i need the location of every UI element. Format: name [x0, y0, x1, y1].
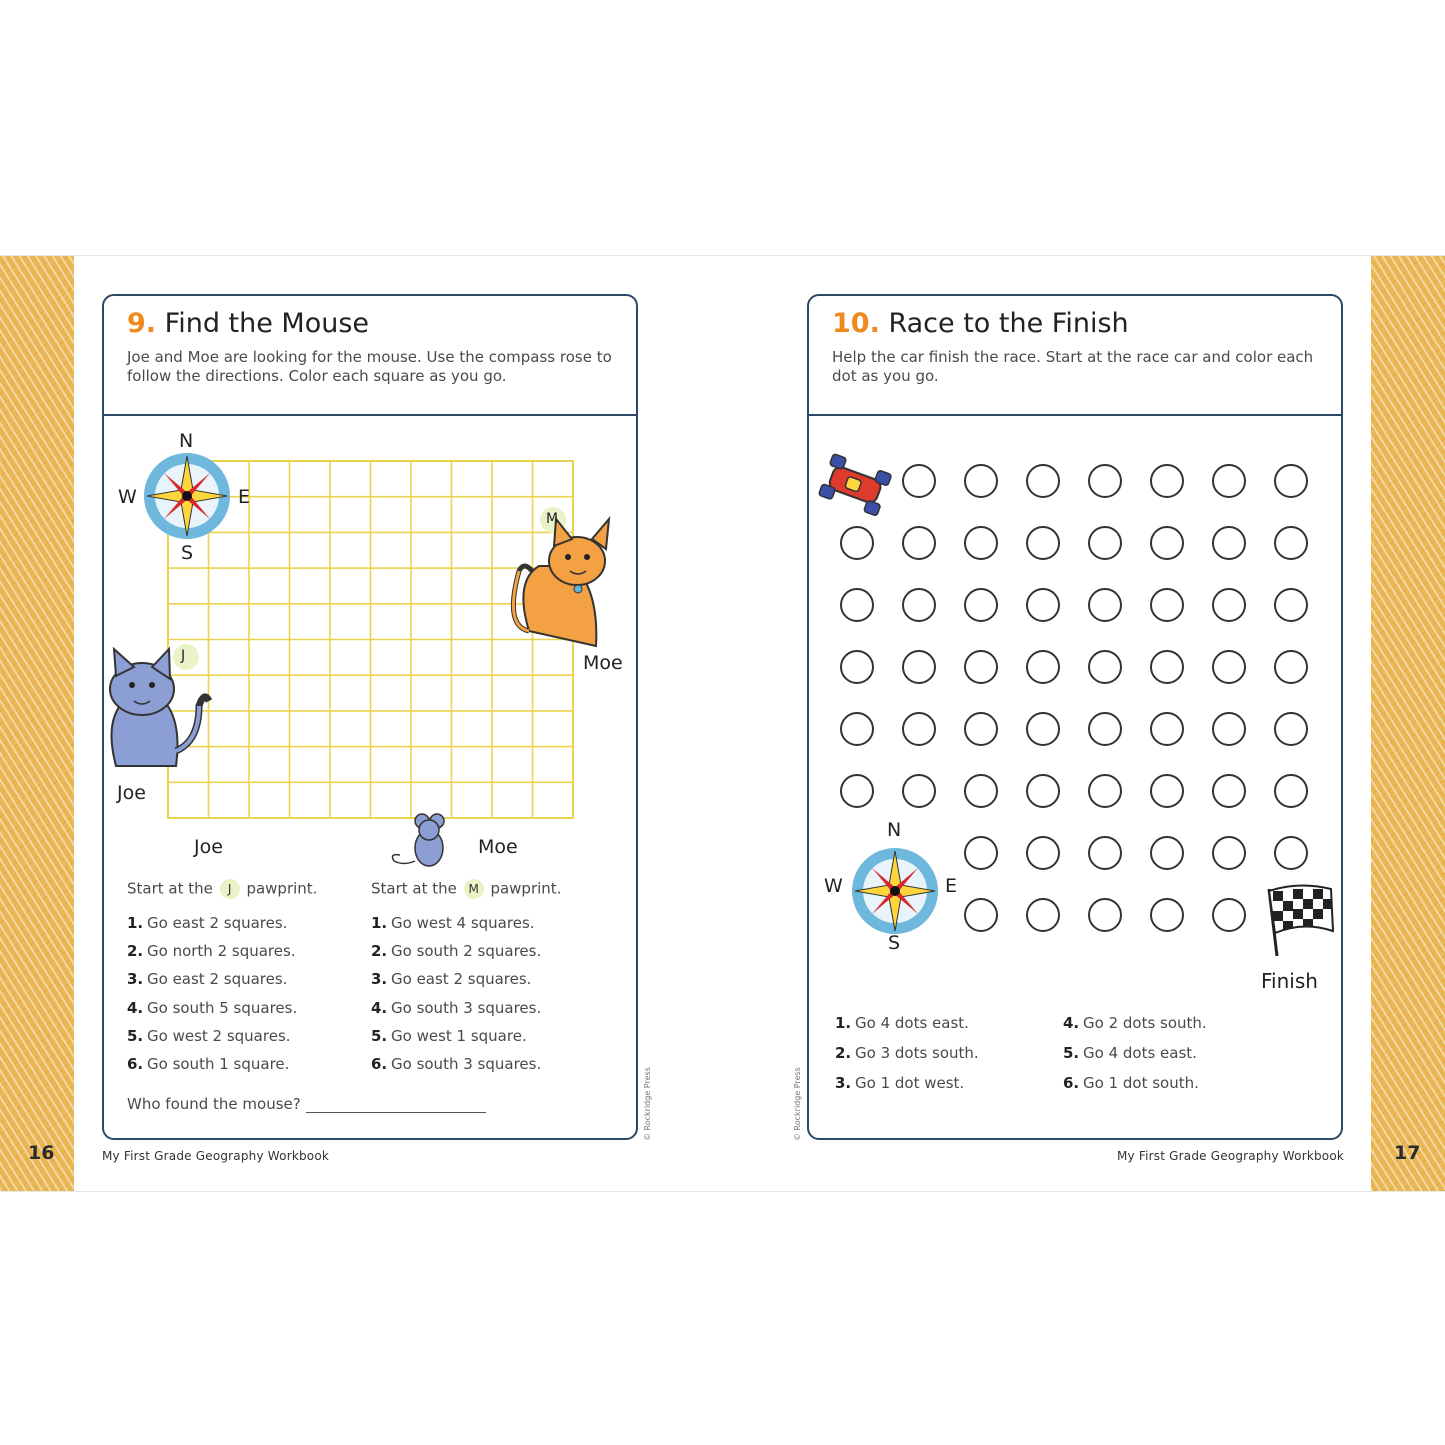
answer-blank[interactable]: [306, 1098, 486, 1113]
race-dot[interactable]: [1150, 712, 1184, 746]
moe-step: 4. Go south 3 squares.: [371, 999, 542, 1017]
joe-step: 6. Go south 1 square.: [127, 1055, 290, 1073]
race-dot[interactable]: [964, 836, 998, 870]
race-dot[interactable]: [1212, 650, 1246, 684]
activity-description: Joe and Moe are looking for the mouse. Use the compass rose to follow the directions. Color each square as you go.: [127, 348, 612, 385]
race-dot[interactable]: [1026, 898, 1060, 932]
race-dot[interactable]: [1212, 774, 1246, 808]
joe-start-before: Start at the: [127, 879, 213, 898]
compass-label-e: E: [945, 875, 958, 897]
moe-step: 3. Go east 2 squares.: [371, 970, 532, 988]
card-header: [104, 296, 636, 416]
activity-card-find-the-mouse: [102, 294, 638, 1140]
race-step: 6. Go 1 dot south.: [1063, 1074, 1199, 1092]
activity-description: Help the car finish the race. Start at the race car and color each dot as you go.: [832, 348, 1314, 385]
race-dot[interactable]: [1274, 712, 1308, 746]
race-dot[interactable]: [1150, 588, 1184, 622]
activity-title-text: Race to the Finish: [888, 308, 1129, 339]
pawprint-m-label: M: [546, 511, 559, 527]
moe-start-before: Start at the: [371, 879, 457, 898]
race-dot[interactable]: [1212, 526, 1246, 560]
left-decorative-stripe: [0, 256, 74, 1191]
race-dot[interactable]: [1212, 464, 1246, 498]
race-dot[interactable]: [964, 464, 998, 498]
race-dot[interactable]: [1274, 650, 1308, 684]
race-dot[interactable]: [1150, 774, 1184, 808]
race-dot[interactable]: [1088, 650, 1122, 684]
credit-left: © Rockridge Press: [643, 1067, 652, 1141]
moe-step: 2. Go south 2 squares.: [371, 942, 542, 960]
joe-start-after: pawprint.: [246, 879, 318, 898]
race-step: 3. Go 1 dot west.: [835, 1074, 965, 1092]
page-number-left: 16: [28, 1142, 55, 1164]
orange-cat-moe-illustration: [513, 519, 609, 646]
race-dot[interactable]: [1150, 650, 1184, 684]
race-dot[interactable]: [964, 526, 998, 560]
compass-label-s: S: [888, 932, 901, 954]
cat-moe-label: Moe: [583, 652, 623, 674]
footer-left: My First Grade Geography Workbook: [102, 1149, 330, 1163]
book-spread: [0, 255, 1445, 1192]
race-dot[interactable]: [840, 588, 874, 622]
square-grid: [168, 461, 573, 818]
race-dot[interactable]: [964, 650, 998, 684]
activity-number: 9.: [127, 308, 157, 339]
pawprint-m-icon: M: [464, 879, 484, 899]
footer-right: My First Grade Geography Workbook: [1117, 1149, 1345, 1163]
race-step: 2. Go 3 dots south.: [835, 1044, 979, 1062]
race-dot[interactable]: [1088, 774, 1122, 808]
race-dot[interactable]: [1088, 526, 1122, 560]
checkered-flag-icon: [1259, 881, 1339, 961]
race-dot[interactable]: [1026, 650, 1060, 684]
moe-start-after: pawprint.: [490, 879, 562, 898]
race-dot[interactable]: [840, 774, 874, 808]
race-car-icon: [815, 453, 895, 523]
compass-rose-icon: [144, 453, 230, 539]
race-dot[interactable]: [840, 526, 874, 560]
compass-rose-icon: [845, 841, 945, 941]
joe-start-line: [127, 879, 317, 899]
race-dot[interactable]: [902, 712, 936, 746]
race-dot[interactable]: [1088, 898, 1122, 932]
joe-step: 2. Go north 2 squares.: [127, 942, 296, 960]
race-dot[interactable]: [964, 588, 998, 622]
race-dot[interactable]: [1088, 836, 1122, 870]
joe-step: 5. Go west 2 squares.: [127, 1027, 291, 1045]
cat-joe-label: Joe: [117, 782, 146, 804]
race-dot[interactable]: [840, 650, 874, 684]
race-dot[interactable]: [1026, 836, 1060, 870]
activity-title: [127, 308, 369, 339]
moe-step: 5. Go west 1 square.: [371, 1027, 527, 1045]
race-dot[interactable]: [840, 712, 874, 746]
race-dot[interactable]: [1274, 774, 1308, 808]
activity-number: 10.: [832, 308, 880, 339]
compass-label-w: W: [118, 486, 137, 508]
column-heading-moe: Moe: [478, 836, 518, 858]
pawprint-j-icon: [173, 644, 199, 670]
race-dot[interactable]: [902, 588, 936, 622]
compass-label-e: E: [238, 486, 251, 508]
moe-step: 1. Go west 4 squares.: [371, 914, 535, 932]
joe-step: 4. Go south 5 squares.: [127, 999, 298, 1017]
race-dot[interactable]: [1150, 836, 1184, 870]
joe-step: 1. Go east 2 squares.: [127, 914, 288, 932]
race-dot[interactable]: [902, 526, 936, 560]
race-dot[interactable]: [964, 774, 998, 808]
activity-card-race-to-the-finish: [807, 294, 1343, 1140]
race-dot[interactable]: [902, 464, 936, 498]
mouse-illustration: [392, 814, 444, 866]
race-dot[interactable]: [902, 650, 936, 684]
race-step: 4. Go 2 dots south.: [1063, 1014, 1207, 1032]
race-dot[interactable]: [1274, 836, 1308, 870]
compass-label-n: N: [179, 430, 194, 452]
race-dot[interactable]: [1150, 526, 1184, 560]
compass-label-w: W: [824, 875, 843, 897]
pawprint-j-icon: J: [220, 879, 240, 899]
race-dot[interactable]: [1026, 712, 1060, 746]
moe-step: 6. Go south 3 squares.: [371, 1055, 542, 1073]
finish-label: Finish: [1261, 969, 1318, 993]
race-dot[interactable]: [1274, 526, 1308, 560]
race-dot[interactable]: [1274, 464, 1308, 498]
race-dot[interactable]: [1150, 898, 1184, 932]
race-dot[interactable]: [1088, 712, 1122, 746]
column-heading-joe: Joe: [194, 836, 223, 858]
moe-start-line: [371, 879, 561, 899]
compass-label-s: S: [181, 542, 194, 564]
race-dot[interactable]: [1026, 588, 1060, 622]
race-dot[interactable]: [1088, 588, 1122, 622]
race-dot[interactable]: [1026, 464, 1060, 498]
race-dot[interactable]: [1088, 464, 1122, 498]
race-dot[interactable]: [902, 774, 936, 808]
page-number-right: 17: [1394, 1142, 1421, 1164]
race-dot[interactable]: [1212, 836, 1246, 870]
right-decorative-stripe: [1371, 256, 1445, 1191]
race-dot[interactable]: [1150, 464, 1184, 498]
race-dot[interactable]: [1026, 774, 1060, 808]
race-dot[interactable]: [964, 712, 998, 746]
race-dot[interactable]: [1212, 712, 1246, 746]
question-text: Who found the mouse?: [127, 1095, 301, 1113]
race-step: 5. Go 4 dots east.: [1063, 1044, 1197, 1062]
joe-step: 3. Go east 2 squares.: [127, 970, 288, 988]
race-dot[interactable]: [1212, 898, 1246, 932]
credit-right: © Rockridge Press: [793, 1067, 802, 1141]
race-step: 1. Go 4 dots east.: [835, 1014, 969, 1032]
pawprint-j-label: J: [181, 648, 186, 664]
race-dot[interactable]: [1274, 588, 1308, 622]
race-dot[interactable]: [1026, 526, 1060, 560]
dot-grid: [809, 296, 1341, 1138]
activity-title-text: Find the Mouse: [164, 308, 370, 339]
race-dot[interactable]: [1212, 588, 1246, 622]
question-line: [127, 1095, 486, 1113]
race-dot[interactable]: [964, 898, 998, 932]
compass-label-n: N: [887, 819, 902, 841]
